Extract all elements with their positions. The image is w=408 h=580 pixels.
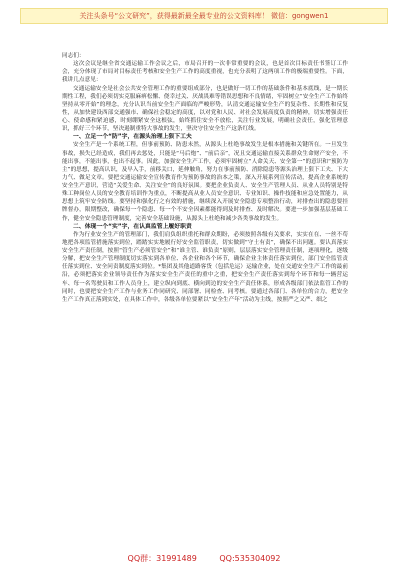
intro-paragraph-1: 这次会议是继全省交通运输工作会议之后，市局召开的一次非常重要的会议，也是首次目标责任书签订工作会，充分体现了市局对目标责任考核和安全生产工作的高度重视，也充分表明了这两项工作的极端重要性。下面，我讲几点意见：: [62, 61, 348, 84]
section-2-paragraph: 作为行业安全生产的管理部门，我们肩负组织重托和群众期盼，必须按照各级有关要求，实实在在、一丝不苟地把各项监管措施落实到位，踏踏实实地履行好安全监管职责，切实做到“守土有责”，确保不出问题。要认真落实安全生产责任制，按照“管生产必须管安全”和“谁主管、谁负责”原则，层层落实安全管理责任制，逐项理化，逐级分解，把安全生产管理制度切实落实到各单位、各企业和各个环节，确保企业主体责任落实到位，部门安全监管责任落实到位、安全问责制度落实到位。*集团及其他道路客货（包括危运）运输企业，处在交通安全生产工作的最前沿，必须把落实企业领导责任作为落实安全生产责任的重中之重，把安全生产责任落实到每个环节和每一辆营运车、每一名驾驶员和工作人员身上，建立纵向到底、横向到边的安全生产责任体系，形成各级部门依法监管工作的同时，也要把安全生产工作与业务工作同研究、同部署、同检查、同考核。要通过各部门、各单位的合力，把安全生产工作真正落到实处，在具体工作中，各级各单位要紧以“安全生产年”活动为主线，按照严之又严、细之: [62, 231, 348, 303]
top-banner: 关注头条号“公文研究”，获得最新最全最专业的公文资料库！ 微信：gongwen1: [20, 8, 388, 24]
footer-qq-group: QQ群：31991489: [127, 554, 197, 563]
footer-qq: QQ:535304092: [219, 554, 281, 563]
section-heading-2: 二、体现一个“实”字，在认真监管上履好职责: [73, 223, 192, 230]
section-1-paragraph: 安全生产是一个系统工程，但事前预防、防患未然，从源头上杜绝事故发生是根本措施和关键所在。一旦发生事故，损失已经造成，我们再去惩处，只能是“马后炮”、“前后亲”，况且交通运输直接关系群众生命财产安全，不能出事，不能出事，也出不起事。因此，加强安全生产工作，必须牢固树立“人命关天、安全第一”的意识和“预防为主”的思想，提高认识，及早入手，前移关口，延伸触角，努力在事前预防、消除隐患等源头治理上狠下工夫、下大力气、做足文章。要把交通运输安全宣传教育作为预防事故的治本之策，深入开展系列宣传活动，提高企业系统的安全生产意识，营造“关爱生命、关注安全”的良好氛围。要把企业负责人、安全生产管理人员、从业人员特别是特殊工种岗位人员的安全教育培训作为重点，不断提高从业人员安全意识、专业知识、操作技能和应急处置能力，从思想上筑牢安全防线。要坚持和强化行之有效的措施，继续深入开展安全隐患专项整治行动，对排查出的隐患要挂牌督办，限期整改，确保每一个隐患、每一个不安全因素都能得到及时排查、及时解决。要进一步加强基层基础工作，健全安全隐患管理制度，完善安全基础设施，从源头上杜绝和减少各类事故的发生。: [62, 142, 348, 222]
document-body: [62, 52, 348, 304]
salutation: 同志们：: [62, 53, 85, 59]
footer: [0, 553, 408, 564]
intro-paragraph-2: 交通运输安全是社会公共安全管理工作的重要组成部分，也是做好一切工作的基础条件和基本底线，是一期长期性工程，我们必须切实克服麻痹松懈、侥幸过关、厌战畏难等错误思想和不良情绪，牢固树立“安全生产工作始终坚持从零开始”的理念，充分认识当前安全生产面临的严峻形势，认清交通运输安全生产的复杂性、长期性和反复性，从加快建设西部交通强市、确保社会稳定的高度，以对党和人民、对社会发展高度负责的精神，切实增强责任心、使命感和紧迫感，时刻绷紧安全这根弦，始终抓住安全不放松，关注行业发展，明确社会责任，强化管理意识，抓好三个环节，坚决遏制重特大事故的发生，坚决守住安全生产这条红线。: [62, 85, 348, 133]
section-heading-1: 一、立足一个“防”字，在源头治理上狠下工夫: [73, 134, 192, 141]
